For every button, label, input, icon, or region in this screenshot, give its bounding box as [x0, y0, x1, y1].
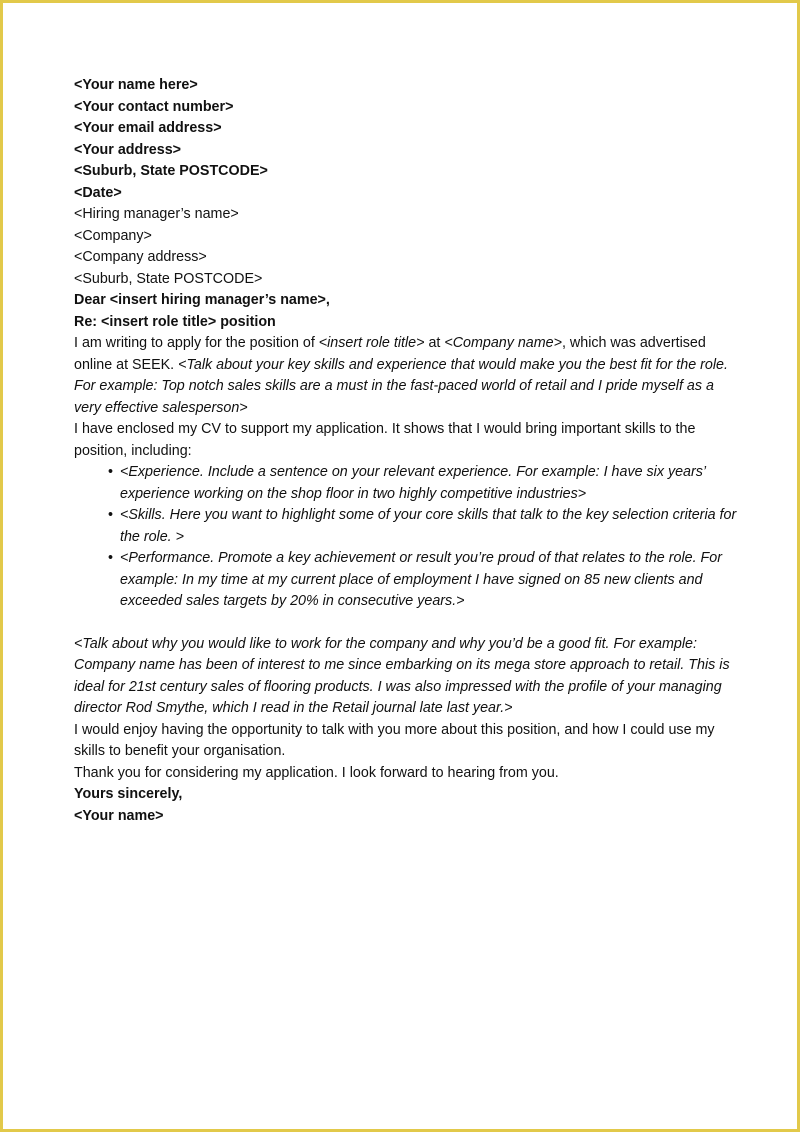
sender-block [74, 75, 744, 183]
sender-name: <Your name here> [74, 77, 198, 93]
bullet-text-performance: <Performance. Promote a key achievement or result you’re proud of that relates to the role. For example: In my time at my current place of employment I have signed on 85 new clients and exceeded sales targets by 20% in consecutive years.> [120, 550, 722, 609]
intro-text-3: , which was advertised online at SEEK. [74, 335, 706, 373]
why-paragraph: <Talk about why you would like to work for the company and why you’d be a good fit. For example: Company name has been of interest to me since embarking on its mega store approach to retail. This is ideal for 21st century sales of flooring products. I was also impressed with the profile of your managing director Rod Smythe, which I read in the Retail journal late last year.> [74, 635, 730, 716]
intro-paragraph [74, 333, 744, 419]
bullet-text-experience: <Experience. Include a sentence on your relevant experience. For example: I have six years’ experience working on the shop floor in two highly competitive industries> [120, 464, 706, 502]
recipient-block [74, 204, 744, 290]
list-item [108, 462, 744, 505]
cv-paragraph: I have enclosed my CV to support my application. It shows that I would bring important skills to the position, including: [74, 421, 696, 459]
list-item [108, 505, 744, 548]
list-item [108, 548, 744, 613]
intro-italic-guidance: <Talk about your key skills and experience that would make you the best fit for the role. For example: Top notch sales skills are a must in the fast-paced world of retail and I pride myself as a very effective salesperson> [74, 356, 728, 416]
bullet-text-skills: <Skills. Here you want to highlight some of your core skills that talk to the key selection criteria for the role. > [120, 507, 737, 545]
opportunity-paragraph: I would enjoy having the opportunity to talk with you more about this position, and how I could use my skills to benefit your organisation. [74, 721, 715, 759]
intro-role: <insert role title> [318, 335, 425, 351]
salutation: Dear <insert hiring manager’s name>, [74, 292, 330, 308]
skills-bullet-list [74, 462, 744, 613]
signature-name: <Your name> [74, 807, 164, 824]
bullet-symbol: • [108, 464, 114, 480]
recipient-suburb: <Suburb, State POSTCODE> [74, 270, 263, 287]
intro-company: <Company name> [444, 335, 562, 351]
sender-suburb: <Suburb, State POSTCODE> [74, 163, 268, 179]
sender-address: <Your address> [74, 141, 182, 158]
intro-text-1: I am writing to apply for the position of [74, 335, 319, 351]
closing: Yours sincerely, [74, 786, 183, 802]
bullet-symbol: • [108, 507, 114, 523]
recipient-manager: <Hiring manager’s name> [74, 206, 239, 222]
recipient-company-address: <Company address> [74, 249, 207, 265]
intro-text-2: at [424, 335, 445, 351]
thanks-paragraph: Thank you for considering my application. I look forward to hearing from you. [74, 764, 559, 781]
bullet-symbol: • [108, 550, 114, 566]
recipient-company: <Company> [74, 227, 152, 244]
sender-email: <Your email address> [74, 120, 222, 136]
letter-date: <Date> [74, 184, 122, 201]
letter-content [74, 75, 744, 827]
sender-contact-number: <Your contact number> [74, 98, 234, 115]
re-line: Re: <insert role title> position [74, 313, 276, 330]
